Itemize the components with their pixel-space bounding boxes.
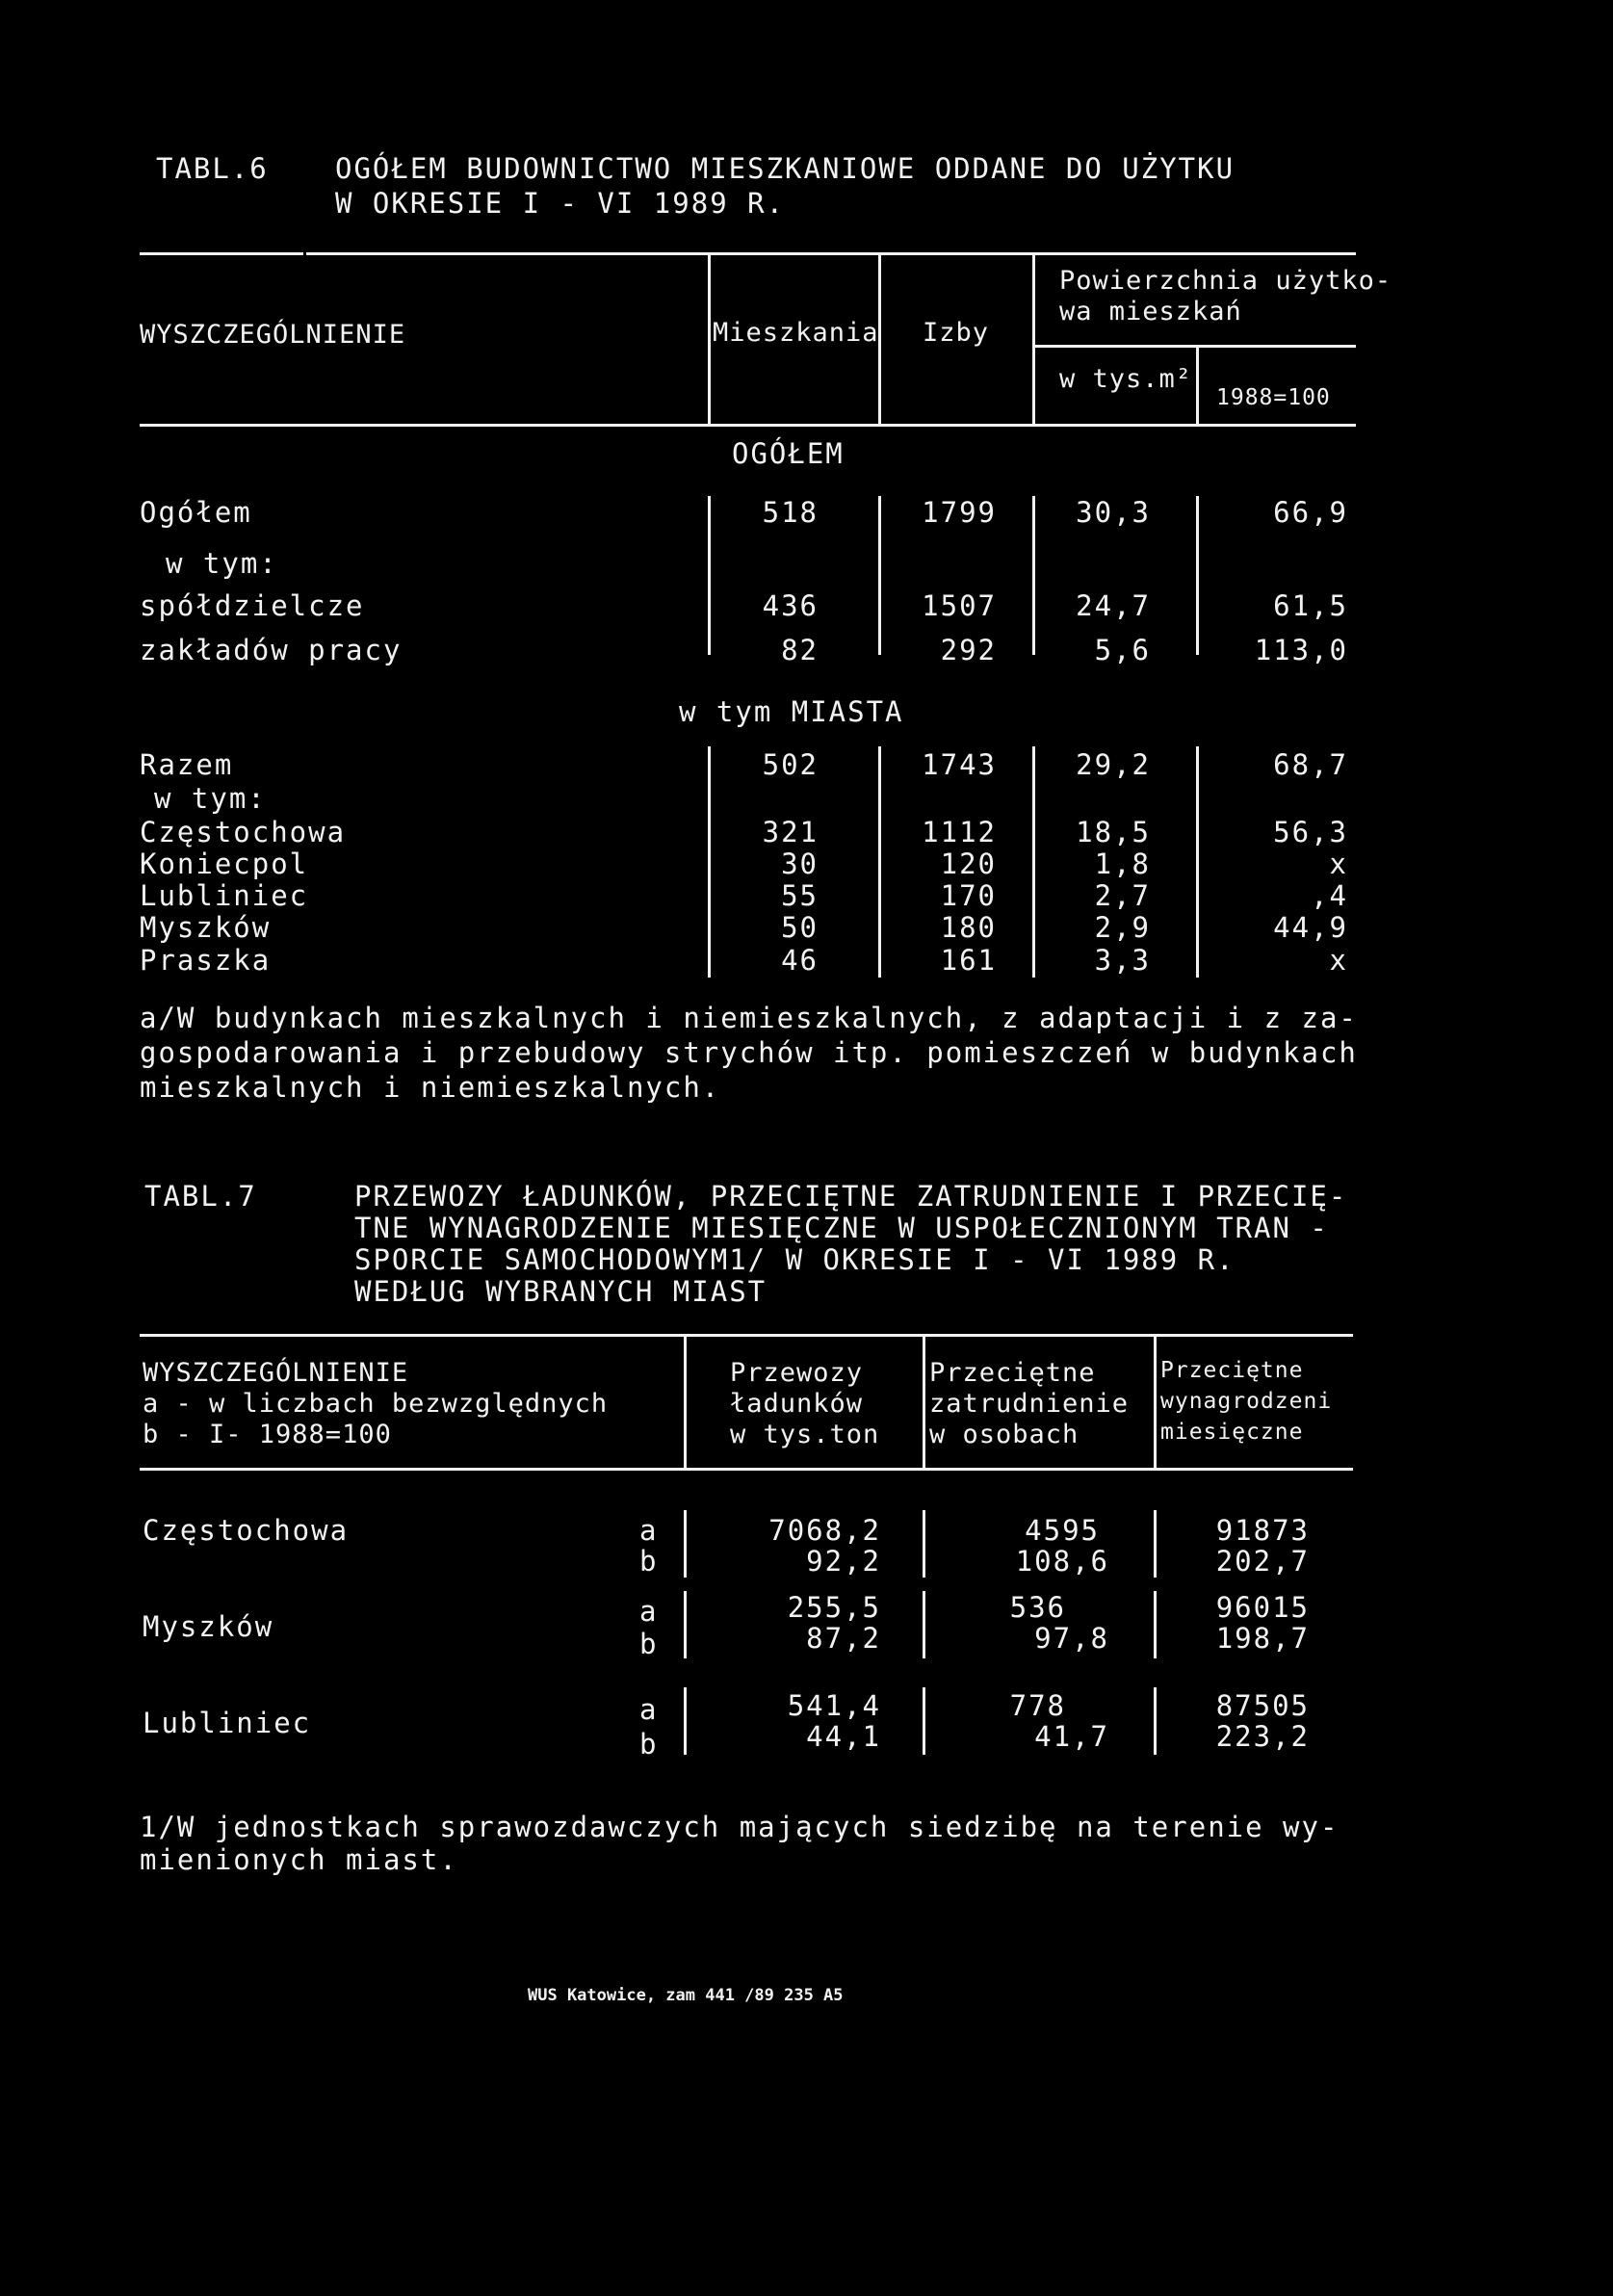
cell-flats: 82 [781,634,819,666]
t7-data-divider-1b [684,1591,687,1658]
footnote-6-line3: mieszkalnych i niemieszkalnych. [140,1071,721,1104]
cargo-a: 541,4 [787,1689,881,1722]
section-cities-heading: w tym MIASTA [679,695,904,728]
cell-flats: 30 [781,848,819,880]
header-spec: WYSZCZEGÓLNIENIE [140,320,406,350]
table-7-label: TABL.7 [144,1180,257,1213]
cell-area: 18,5 [1076,816,1151,848]
cell-area: 1,8 [1094,848,1151,880]
city-label: Częstochowa [143,1514,350,1547]
row-label: Razem [140,748,234,781]
table-7-title-line1: PRZEWOZY ŁADUNKÓW, PRZECIĘTNE ZATRUDNIENIE I PRZECIĘ- [354,1180,1348,1213]
wage-a: 96015 [1215,1591,1310,1624]
row-label: w tym: [154,782,267,815]
cell-rooms: 1507 [922,589,997,622]
t7-header-divider-1 [684,1334,687,1469]
cell-flats: 502 [762,748,819,781]
t7-header-cargo-line1: Przewozy [730,1358,864,1388]
cell-flats: 321 [762,816,819,848]
cell-index: 68,7 [1273,748,1348,781]
header-area-line1: Powierzchnia użytko- [1059,266,1392,296]
cargo-b: 92,2 [806,1545,881,1578]
header-divider-1 [708,252,711,426]
marker-a: a [639,1595,659,1628]
cell-index: 113,0 [1254,634,1348,666]
cell-area: 2,9 [1094,911,1151,944]
marker-b: b [639,1728,659,1761]
t7-header-divider-3 [1154,1334,1157,1469]
cell-area: 30,3 [1076,496,1151,529]
cell-rooms: 1799 [922,496,997,529]
t7-data-divider-1a [684,1510,687,1578]
cargo-b: 44,1 [806,1720,881,1753]
row-label: Koniecpol [140,848,309,880]
t7-header-spec-line3: b - I- 1988=100 [143,1420,392,1449]
cell-index: 61,5 [1273,589,1348,622]
row-label: Praszka [140,944,272,977]
cell-flats: 50 [781,911,819,944]
t7-header-wage-line1: Przeciętne [1160,1358,1304,1383]
t7-data-divider-2b [923,1591,925,1658]
wage-a: 91873 [1215,1514,1310,1547]
header-area-line2: wa mieszkań [1059,297,1242,326]
cell-index: x [1329,944,1348,977]
table-7-title-line4: WEDŁUG WYBRANYCH MIAST [354,1275,767,1308]
header-area-index: 1988=100 [1216,385,1331,410]
t7-header-emp-line2: zatrudnienie [929,1389,1130,1419]
cell-rooms: 120 [940,848,997,880]
cell-rooms: 1743 [922,748,997,781]
cell-index: 66,9 [1273,496,1348,529]
cell-index: 56,3 [1273,816,1348,848]
table-7-title-line3: SPORCIE SAMOCHODOWYM1/ W OKRESIE I - VI 1989 R. [354,1243,1236,1276]
data-divider-1a [708,496,711,655]
table-7-title-line2: TNE WYNAGRODZENIE MIESIĘCZNE W USPOŁECZNIONYM TRAN - [354,1212,1329,1244]
t7-data-divider-2a [923,1510,925,1578]
marker-b: b [639,1545,659,1578]
table-6-label: TABL.6 [156,152,269,185]
header-divider-3 [1032,252,1035,426]
t7-header-emp-line3: w osobach [929,1420,1080,1449]
print-imprint: WUS Katowice, zam 441 /89 235 A5 [528,1986,844,2005]
city-label: Myszków [143,1610,274,1643]
header-top-rule-left [140,252,303,255]
cell-area: 24,7 [1076,589,1151,622]
footnote-6-line2: gospodarowania i przebudowy strychów itp. pomieszczeń w budynkach [140,1036,1358,1069]
t7-header-wage-line3: miesięczne [1160,1420,1304,1445]
cell-flats: 436 [762,589,819,622]
wage-b: 223,2 [1215,1720,1310,1753]
cell-rooms: 170 [940,879,997,912]
footnote-6-line1: a/W budynkach mieszkalnych i niemieszkalnych, z adaptacji i z za- [140,1002,1358,1034]
header-divider-4 [1196,345,1199,426]
footnote-7-line2: mienionych miast. [140,1843,458,1876]
cargo-a: 255,5 [787,1591,881,1624]
header-area-ths: w tys.m² [1059,364,1193,394]
row-label: Częstochowa [140,816,347,848]
cell-flats: 518 [762,496,819,529]
header-bottom-rule [140,424,1356,427]
marker-a: a [639,1514,659,1547]
t7-header-emp-line1: Przeciętne [929,1358,1096,1388]
footnote-7-line1: 1/W jednostkach sprawozdawczych mających siedzibę na terenie wy- [140,1811,1340,1843]
t7-header-wage-line2: wynagrodzeni [1160,1389,1333,1414]
row-label: Myszków [140,911,272,944]
cell-rooms: 292 [940,634,997,666]
table-6-title-line1: OGÓŁEM BUDOWNICTWO MIESZKANIOWE ODDANE DO UŻYTKU [335,152,1236,185]
header-flats: Mieszkania [713,318,879,348]
wage-a: 87505 [1215,1689,1310,1722]
t7-header-spec-line2: a - w liczbach bezwzględnych [143,1389,609,1419]
cell-flats: 46 [781,944,819,977]
t7-header-cargo-line2: ładunków [730,1389,864,1419]
cell-index: x [1329,848,1348,880]
marker-b: b [639,1628,659,1660]
cell-flats: 55 [781,879,819,912]
cell-area: 3,3 [1094,944,1151,977]
cell-area: 5,6 [1094,634,1151,666]
cell-index: ,4 [1311,879,1348,912]
emp-a: 536 [1009,1591,1066,1624]
t7-header-bottom-rule [140,1468,1353,1471]
t7-header-top-rule [140,1334,1353,1337]
t7-data-divider-1c [684,1687,687,1755]
row-label: Ogółem [140,496,252,529]
city-label: Lubliniec [143,1707,312,1739]
wage-b: 198,7 [1215,1622,1310,1655]
emp-b: 41,7 [1034,1720,1109,1753]
cell-area: 2,7 [1094,879,1151,912]
t7-data-divider-2c [923,1687,925,1755]
row-label: Lubliniec [140,879,309,912]
emp-b: 97,8 [1034,1622,1109,1655]
emp-a: 4595 [1025,1514,1100,1547]
row-label: spółdzielcze [140,589,365,622]
cargo-b: 87,2 [806,1622,881,1655]
row-label: w tym: [166,547,278,580]
cell-index: 44,9 [1273,911,1348,944]
t7-header-divider-2 [923,1334,925,1469]
cell-rooms: 161 [940,944,997,977]
marker-a: a [639,1693,659,1726]
t7-header-spec-line1: WYSZCZEGÓLNIENIE [143,1358,409,1388]
data-divider-1b [708,746,711,978]
section-total-heading: OGÓŁEM [732,437,845,470]
wage-b: 202,7 [1215,1545,1310,1578]
cargo-a: 7068,2 [768,1514,881,1547]
table-6-title-line2: W OKRESIE I - VI 1989 R. [335,187,786,220]
header-sub-rule [1032,345,1356,348]
cell-rooms: 1112 [922,816,997,848]
emp-a: 778 [1009,1689,1066,1722]
header-rooms: Izby [923,318,990,348]
cell-rooms: 180 [940,911,997,944]
t7-header-cargo-line3: w tys.ton [730,1420,880,1449]
emp-b: 108,6 [1015,1545,1109,1578]
header-top-rule [306,252,1356,255]
cell-area: 29,2 [1076,748,1151,781]
row-label: zakładów pracy [140,634,403,666]
